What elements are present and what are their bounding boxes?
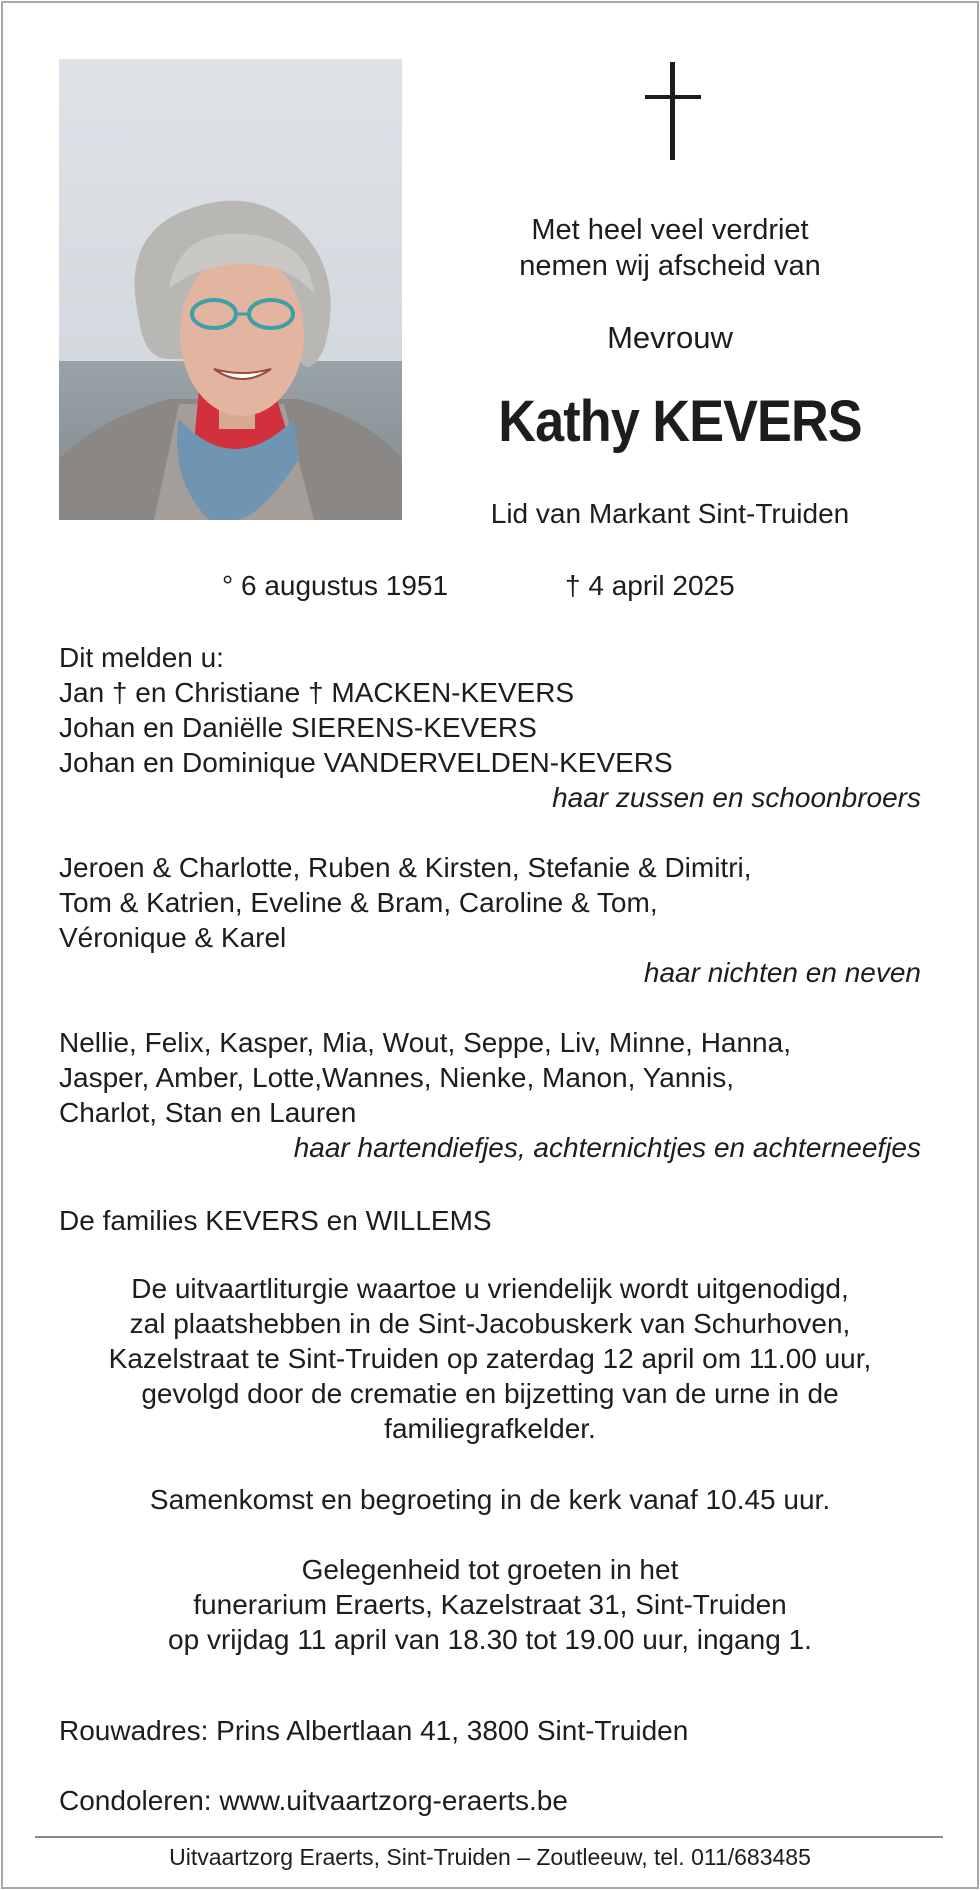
relationship-label: haar hartendiefjes, achternichtjes en achterneefjes bbox=[293, 1132, 921, 1163]
announcement-block bbox=[59, 640, 921, 815]
families-text: De families KEVERS en WILLEMS bbox=[59, 1205, 492, 1236]
visitation-paragraph bbox=[40, 1552, 940, 1657]
mourning-address-text: Rouwadres: Prins Albertlaan 41, 3800 Sint-Truiden bbox=[59, 1715, 689, 1746]
cross-icon bbox=[645, 62, 701, 160]
gathering-text: Samenkomst en begroeting in de kerk vanaf 10.45 uur. bbox=[149, 1484, 831, 1515]
visitation-line: funerarium Eraerts, Kazelstraat 31, Sint-Truiden bbox=[193, 1589, 787, 1620]
cousins-line: Véronique & Karel bbox=[59, 922, 287, 953]
deceased-name: Kathy KEVERS bbox=[498, 389, 862, 454]
family-line: Jan † en Christiane † MACKEN-KEVERS bbox=[59, 677, 575, 708]
condolences-line bbox=[59, 1783, 921, 1818]
cousins-block bbox=[59, 850, 921, 990]
family-line: Johan en Dominique VANDERVELDEN-KEVERS bbox=[59, 747, 673, 778]
footer-text: Uitvaartzorg Eraerts, Sint-Truiden – Zoutleeuw, tel. 011/683485 bbox=[169, 1844, 811, 1870]
liturgy-line: De uitvaartliturgie waartoe u vriendelijk wordt uitgenodigd, bbox=[131, 1273, 849, 1304]
cousins-line: Tom & Katrien, Eveline & Bram, Caroline & Tom, bbox=[59, 887, 658, 918]
announcement-lead: Dit melden u: bbox=[59, 642, 224, 673]
grandchildren-line: Charlot, Stan en Lauren bbox=[59, 1097, 357, 1128]
liturgy-line: zal plaatshebben in de Sint-Jacobuskerk van Schurhoven, bbox=[129, 1308, 851, 1339]
condolences-text: Condoleren: www.uitvaartzorg-eraerts.be bbox=[59, 1785, 568, 1816]
mourning-address bbox=[59, 1713, 921, 1748]
intro-line-2: nemen wij afscheid van bbox=[519, 250, 821, 282]
liturgy-paragraph bbox=[40, 1271, 940, 1446]
intro-text bbox=[470, 212, 870, 284]
cousins-line: Jeroen & Charlotte, Ruben & Kirsten, Stefanie & Dimitri, bbox=[59, 852, 752, 883]
gathering-line bbox=[40, 1482, 940, 1517]
birth-date: ° 6 augustus 1951 bbox=[222, 570, 449, 601]
portrait-photo bbox=[59, 59, 402, 520]
family-line: Johan en Daniëlle SIERENS-KEVERS bbox=[59, 712, 537, 743]
families-line bbox=[59, 1203, 921, 1238]
liturgy-line: gevolgd door de crematie en bijzetting van de urne in de bbox=[141, 1378, 839, 1409]
relationship-label: haar nichten en neven bbox=[643, 957, 921, 988]
visitation-line: Gelegenheid tot groeten in het bbox=[301, 1554, 679, 1585]
liturgy-line: Kazelstraat te Sint-Truiden op zaterdag 12 april om 11.00 uur, bbox=[108, 1343, 872, 1374]
title-prefix: Mevrouw bbox=[607, 320, 733, 355]
relationship-label: haar zussen en schoonbroers bbox=[552, 782, 921, 813]
intro-line-1: Met heel veel verdriet bbox=[531, 214, 809, 246]
grandchildren-line: Jasper, Amber, Lotte,Wannes, Nienke, Manon, Yannis, bbox=[59, 1062, 734, 1093]
grandchildren-line: Nellie, Felix, Kasper, Mia, Wout, Seppe, Liv, Minne, Hanna, bbox=[59, 1027, 791, 1058]
death-date: † 4 april 2025 bbox=[565, 570, 735, 601]
footer-divider bbox=[35, 1836, 943, 1838]
membership-line: Lid van Markant Sint-Truiden bbox=[490, 498, 850, 529]
grandchildren-block bbox=[59, 1025, 921, 1165]
visitation-line: op vrijdag 11 april van 18.30 tot 19.00 uur, ingang 1. bbox=[168, 1624, 812, 1655]
liturgy-line: familiegrafkelder. bbox=[384, 1413, 596, 1444]
